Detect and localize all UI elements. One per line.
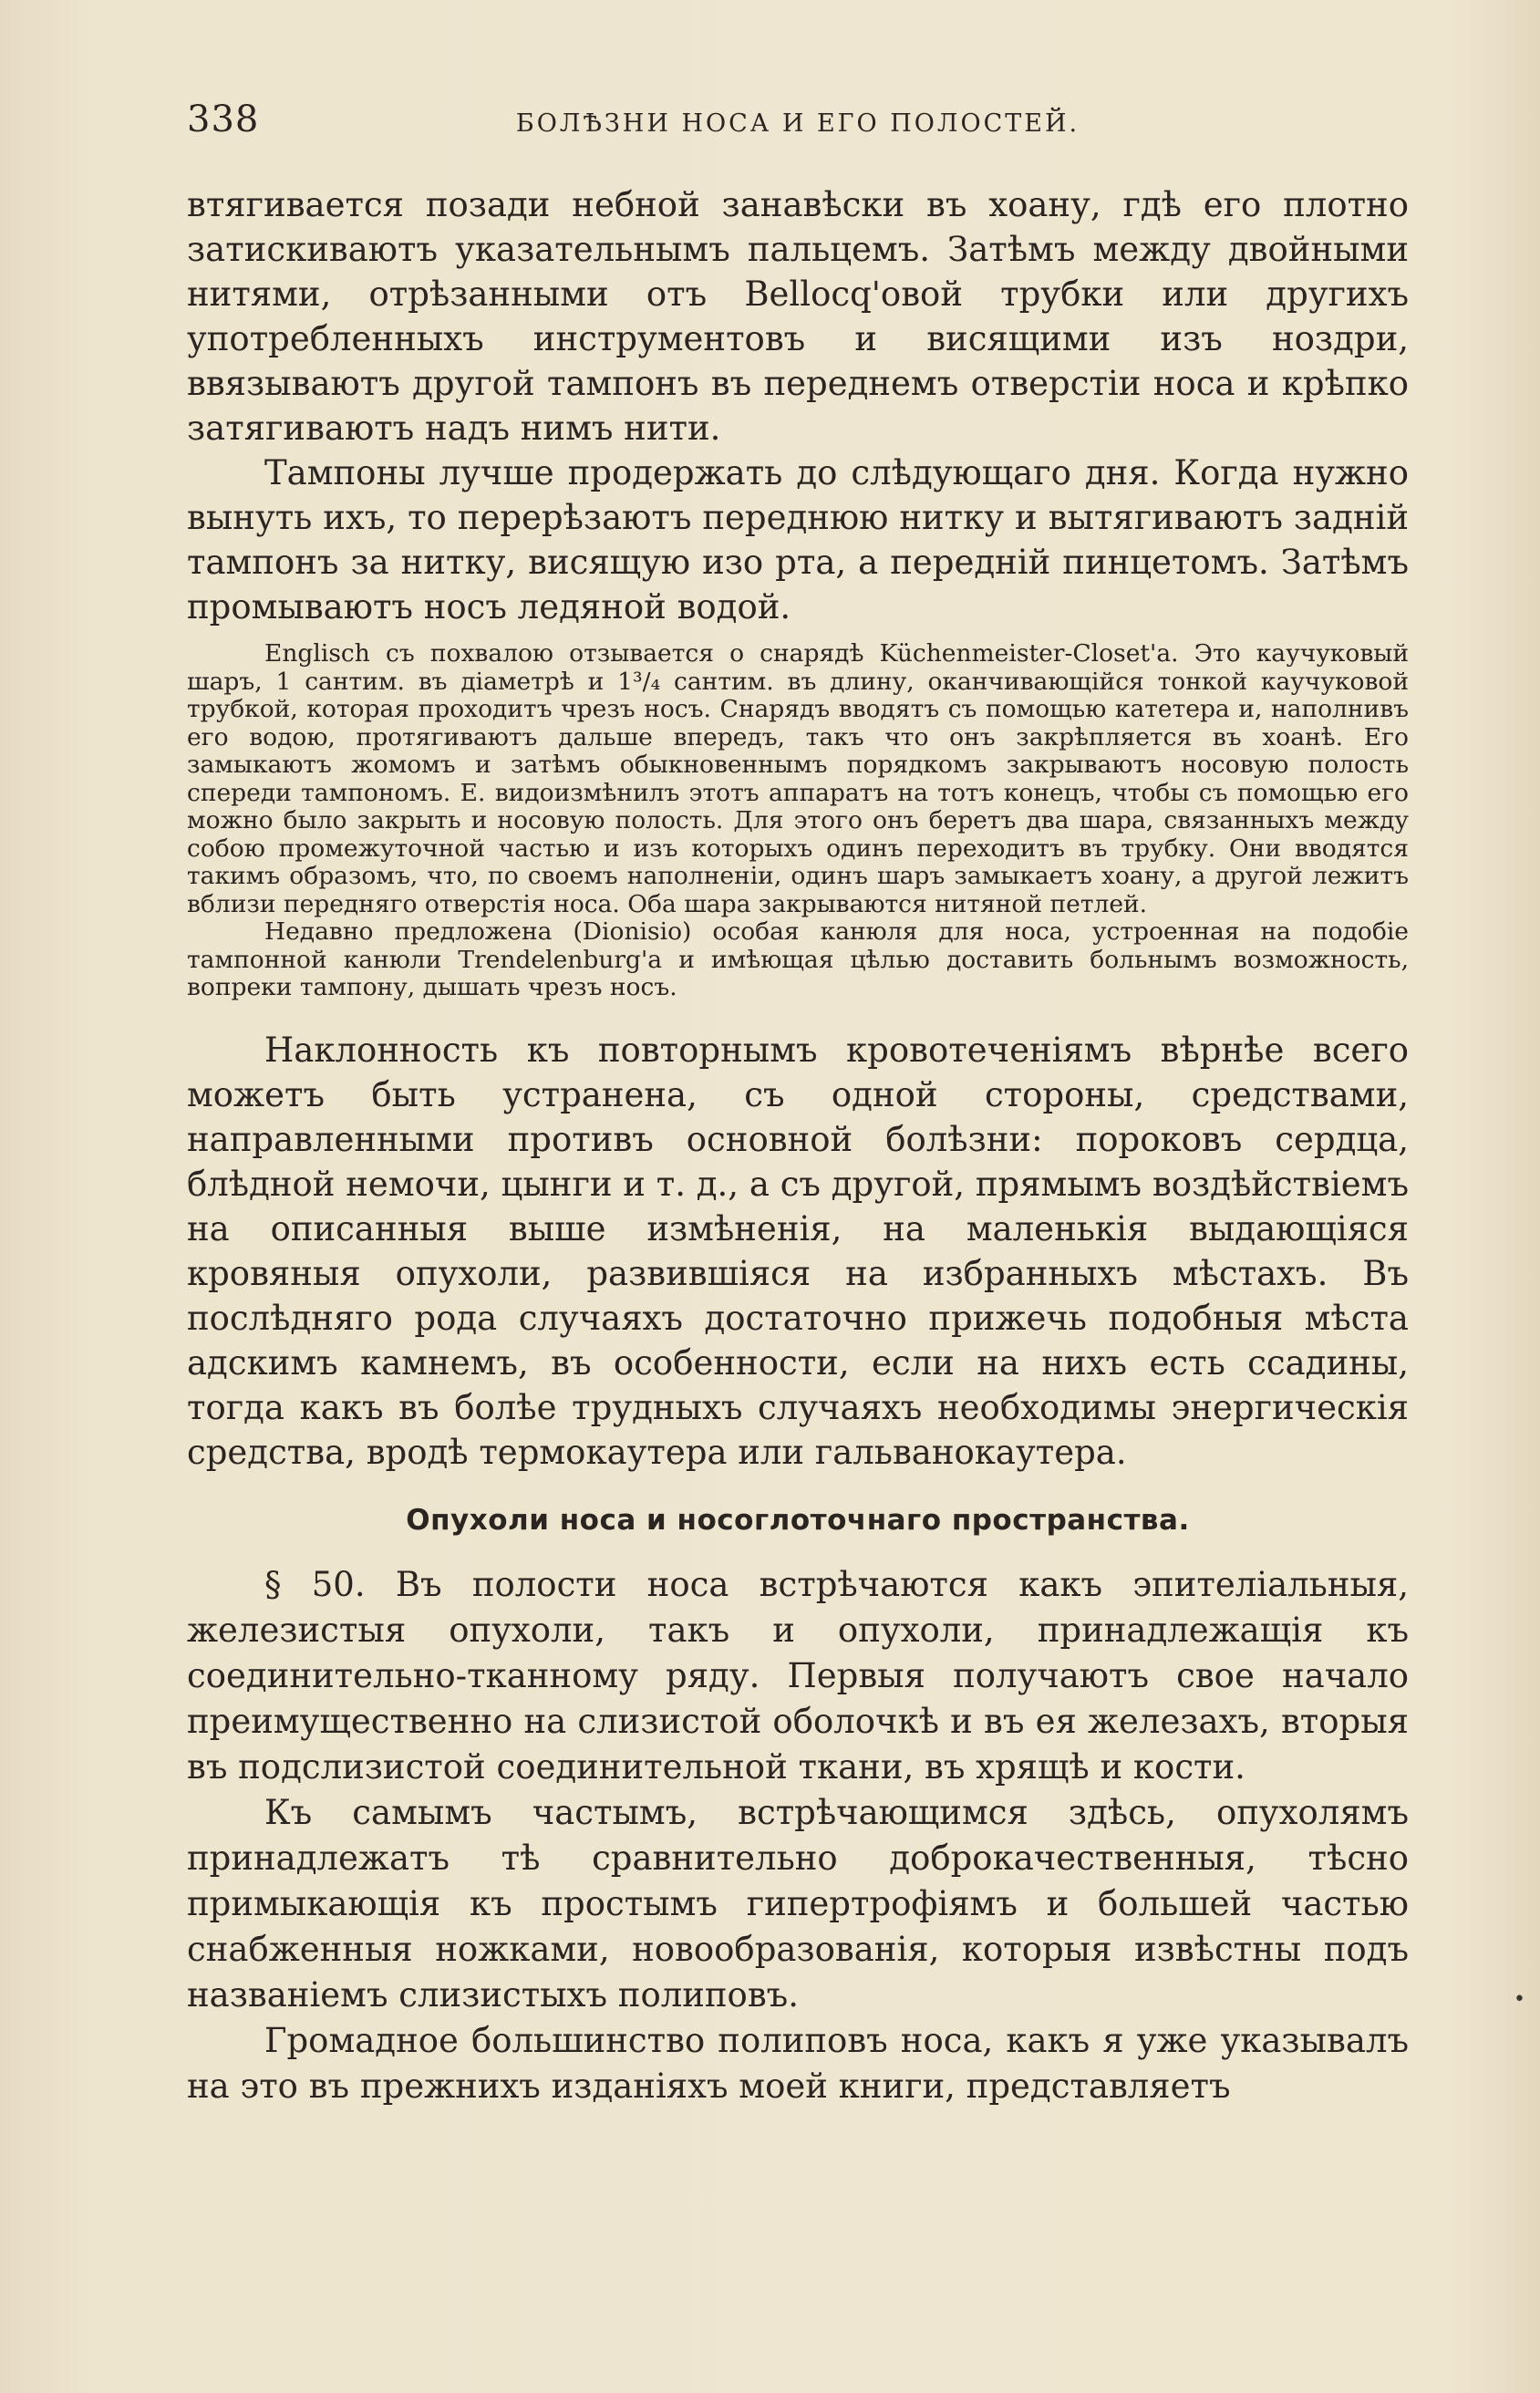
running-title: БОЛѢЗНИ НОСА И ЕГО ПОЛОСТЕЙ.	[515, 109, 1080, 138]
paragraph: Къ самымъ частымъ, встрѣчающимся здѣсь, опухолямъ принадлежатъ тѣ сравнительно доброкачественныя, тѣсно примыкающія къ простымъ гипертрофіямъ и большей частью снабженныя ножками, новообразованія, которыя извѣстны подъ названіемъ слизистыхъ полиповъ.	[187, 1792, 1409, 2015]
section-heading: Опухоли носа и носоглоточнаго пространства.	[406, 1503, 1190, 1537]
main-text-2	[187, 1028, 1409, 1475]
page-number: 338	[187, 98, 260, 140]
body-text	[187, 182, 1409, 2109]
paragraph: § 50. Въ полости носа встрѣчаются какъ эпителіальныя, железистыя опухоли, такъ и опухоли, принадлежащія къ соединительно-тканному ряду. Первыя получаютъ свое начало преимущественно на слизистой оболочкѣ и въ ея железахъ, вторыя въ подслизистой соединительной ткани, въ хрящѣ и кости.	[187, 1564, 1409, 1787]
stray-dot: •	[1514, 1988, 1525, 2011]
note-paragraph: Englisch съ похвалою отзывается о снарядѣ Küchenmeister-Closet'а. Это каучуковый шаръ, 1 сантим. въ діаметрѣ и 1³/₄ сантим. въ длину, оканчивающійся тонкой каучуковой трубкой, которая проходитъ чрезъ носъ. Снарядъ вводятъ съ помощью катетера и, наполнивъ его водою, протягиваютъ дальше впередъ, такъ что онъ закрѣпляется въ хоанѣ. Его замыкаютъ жомомъ и затѣмъ обыкновеннымъ порядкомъ закрываютъ носовую полость спереди тампономъ. E. видоизмѣнилъ этотъ аппаратъ на тотъ конецъ, чтобы съ помощью его можно было закрыть и носовую полость. Для этого онъ беретъ два шара, связанныхъ между собою промежуточной частью и изъ которыхъ одинъ переходитъ въ трубку. Они вводятся такимъ образомъ, что, по своемъ наполненіи, одинъ шаръ замыкаетъ хоану, а другой лежитъ вблизи передняго отверстія носа. Оба шара закрываются нитяной петлей.	[187, 639, 1409, 918]
paragraph: Тампоны лучше продержать до слѣдующаго дня. Когда нужно вынуть ихъ, то перерѣзаютъ переднюю нитку и вытягиваютъ заднiй тампонъ за нитку, висящую изо рта, а переднiй пинцетомъ. Затѣмъ промываютъ носъ ледяной водой.	[187, 453, 1409, 627]
main-text-3	[187, 1562, 1409, 2109]
small-print-note	[187, 640, 1409, 1002]
note-paragraph: Недавно предложена (Dionisio) особая канюля для носа, устроенная на подобіе тампонной канюли Trendelenburg'а и имѣющая цѣлью доставить больнымъ возможность, вопреки тампону, дышать чрезъ носъ.	[187, 917, 1409, 1001]
paragraph: Громадное большинство полиповъ носа, какъ я уже указывалъ на это въ прежнихъ изданіяхъ моей книги, представляетъ	[187, 2020, 1409, 2106]
page-header	[187, 98, 1409, 144]
paragraph: Наклонность къ повторнымъ кровотеченіямъ вѣрнѣе всего можетъ быть устранена, съ одной стороны, средствами, направленными противъ основной болѣзни: пороковъ сердца, блѣдной немочи, цынги и т. д., а съ другой, прямымъ воздѣйствіемъ на описанныя выше измѣненія, на маленькія выдающіяся кровяныя опухоли, развившіяся на избранныхъ мѣстахъ. Въ послѣдняго рода случаяхъ достаточно прижечь подобныя мѣста адскимъ камнемъ, въ особенности, если на нихъ есть ссадины, тогда какъ въ болѣе трудныхъ случаяхъ необходимы энергическія средства, вродѣ термокаутера или гальванокаутера.	[187, 1030, 1409, 1472]
paragraph: втягивается позади небной занавѣски въ хоану, гдѣ его плотно затискиваютъ указательнымъ пальцемъ. Затѣмъ между двойными нитями, отрѣзанными отъ Bellocq'овой трубки или другихъ употребленныхъ инструментовъ и висящими изъ ноздри, ввязываютъ другой тампонъ въ переднемъ отверстіи носа и крѣпко затягиваютъ надъ нимъ нити.	[187, 185, 1409, 448]
main-text-1	[187, 182, 1409, 629]
